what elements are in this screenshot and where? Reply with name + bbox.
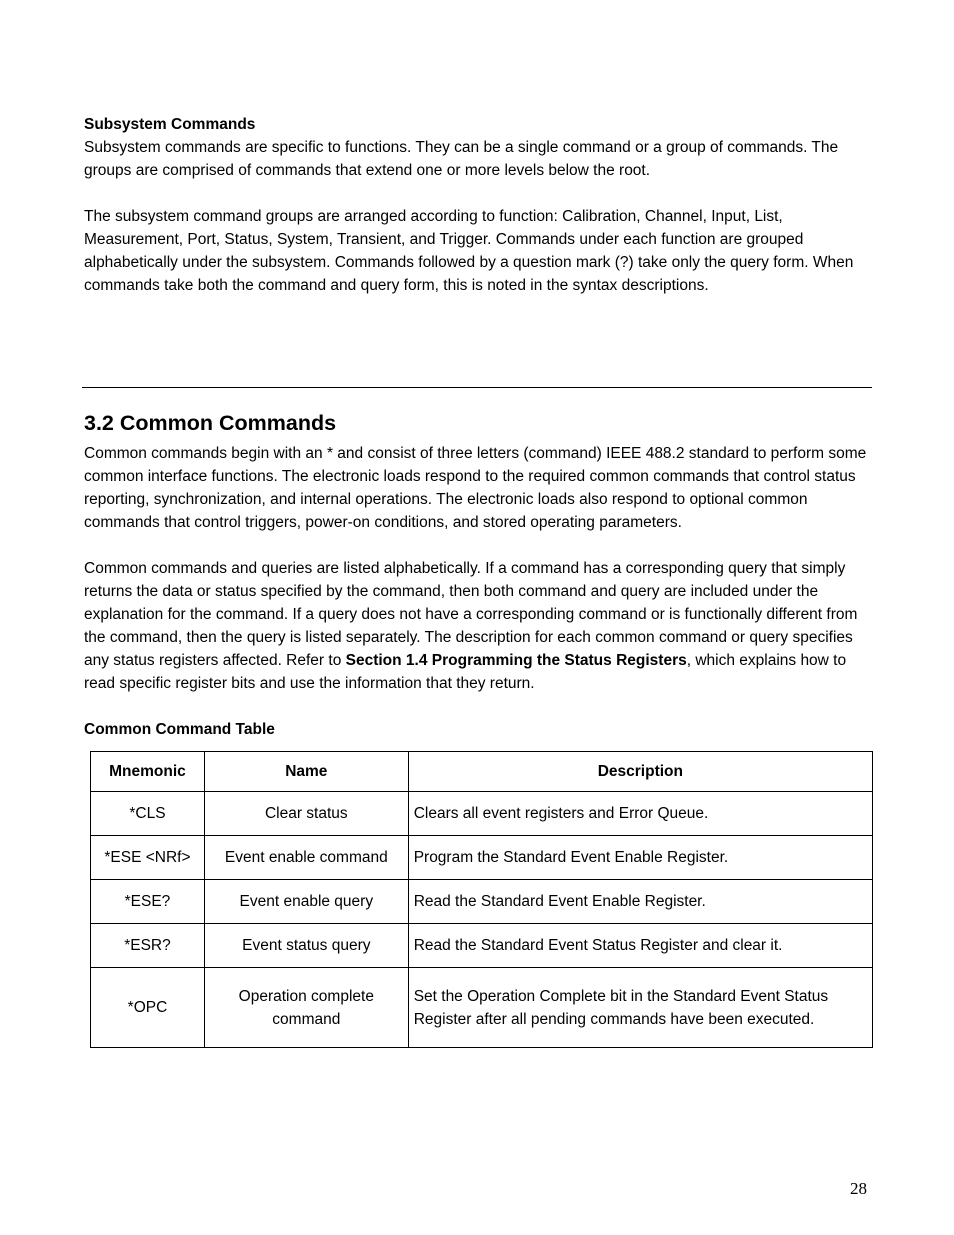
common-commands-heading: 3.2 Common Commands (84, 411, 337, 435)
table-row (91, 792, 873, 836)
table-row (91, 924, 873, 968)
cell-description: Read the Standard Event Status Register and clear it. (408, 924, 872, 968)
table-row (91, 836, 873, 880)
cell-mnemonic: *CLS (91, 792, 205, 836)
cell-description: Program the Standard Event Enable Register. (408, 836, 872, 880)
common-paragraph-2 (84, 557, 874, 695)
cell-description: Clears all event registers and Error Queue. (408, 792, 872, 836)
table-row (91, 880, 873, 924)
cell-description: Set the Operation Complete bit in the Standard Event Status Register after all pending commands have been executed. (408, 968, 872, 1048)
page-number: 28 (850, 1179, 867, 1198)
header-name: Name (204, 752, 408, 792)
subsystem-paragraph-2: The subsystem command groups are arranged according to function: Calibration, Channel, Input, List, Measurement, Port, Status, System, Transient, and Trigger. Commands under each function are grouped alphabetically under the subsystem. Commands followed by a question mark (?) take only the query form. When commands take both the command and query form, this is noted in the syntax descriptions. (84, 208, 854, 294)
table-title: Common Command Table (84, 721, 275, 738)
common-paragraph-2-start: Common commands and queries are listed alphabetically. If a command has a corresponding query that simply returns the data or status specified by the command, then both command and query are included under the explanation for the command. If a query does not have a corresponding command or is functionally different from the command, then the query is listed separately. The description for each common command or query specifies any status registers affected. Refer to (84, 560, 858, 669)
table-row (91, 968, 873, 1048)
table-header-row (91, 752, 873, 792)
common-paragraph-2-end: , which explains how to read specific register bits and use the information that they return. (84, 652, 847, 692)
subsystem-section (84, 113, 874, 297)
header-mnemonic: Mnemonic (91, 752, 205, 792)
cell-name: Event enable command (204, 836, 408, 880)
cell-name: Operation complete command (204, 968, 408, 1048)
cell-name: Event enable query (204, 880, 408, 924)
subsystem-heading: Subsystem Commands (84, 116, 256, 133)
common-command-table (90, 751, 873, 1048)
cell-name: Event status query (204, 924, 408, 968)
cell-name: Clear status (204, 792, 408, 836)
status-registers-reference: Section 1.4 Programming the Status Registers (345, 652, 687, 669)
cell-mnemonic: *OPC (91, 968, 205, 1048)
cell-mnemonic: *ESR? (91, 924, 205, 968)
cell-description: Read the Standard Event Enable Register. (408, 880, 872, 924)
subsystem-paragraph-1: Subsystem commands are specific to functions. They can be a single command or a group of commands. The groups are comprised of commands that extend one or more levels below the root. (84, 139, 839, 179)
cell-mnemonic: *ESE <NRf> (91, 836, 205, 880)
cell-mnemonic: *ESE? (91, 880, 205, 924)
section-divider (82, 387, 872, 388)
common-commands-section (84, 408, 874, 1048)
common-paragraph-1: Common commands begin with an * and consist of three letters (command) IEEE 488.2 standard to perform some common interface functions. The electronic loads respond to the required common commands that control status reporting, synchronization, and internal operations. The electronic loads also respond to optional common commands that control triggers, power-on conditions, and stored operating parameters. (84, 445, 867, 531)
header-description: Description (408, 752, 872, 792)
